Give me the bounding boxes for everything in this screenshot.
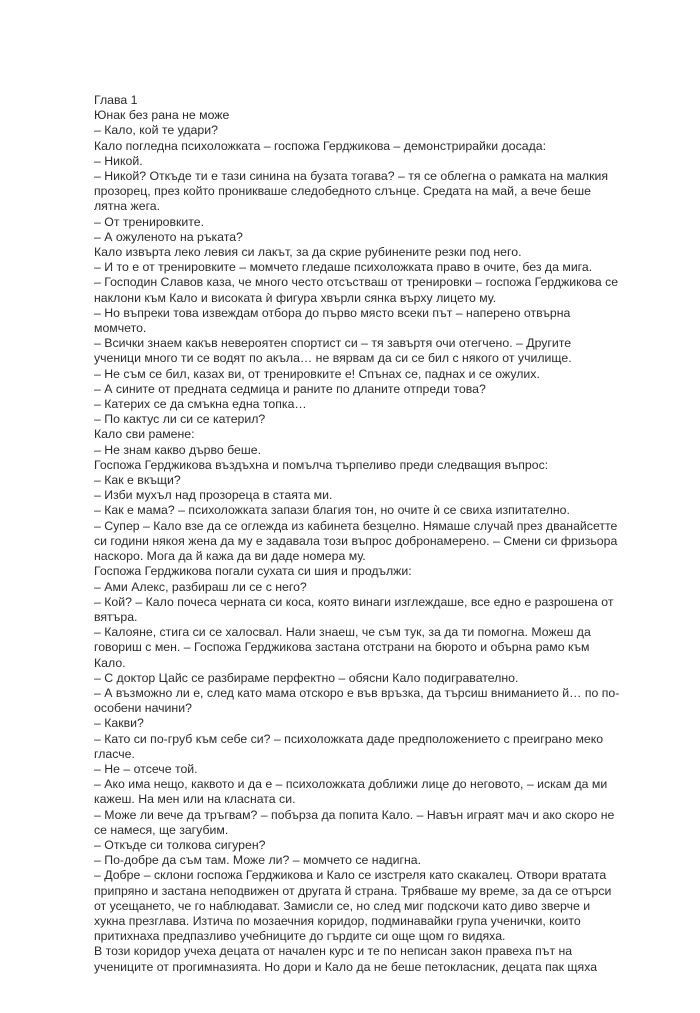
paragraph: – Може ли вече да тръгвам? – побърза да попита Кало. – Навън играят мач и ако скоро не се намеся, ще загубим. (94, 807, 615, 837)
paragraph: – Как е мама? – психоложката запази благия тон, но очите ѝ се свиха изпитателно. (94, 503, 570, 518)
paragraph: – Като си по-груб към себе си? – психоложката даде предположението с преиграно меко гласче. (94, 731, 604, 761)
paragraph: – Ами Алекс, разбираш ли се с него? (94, 579, 307, 594)
paragraph: – По-добре да съм там. Може ли? – момчето се надигна. (94, 853, 421, 868)
paragraph: – Откъде си толкова сигурен? (94, 837, 266, 852)
paragraph: Госпожа Герджикова погали сухата си шия и продължи: (94, 564, 412, 579)
paragraph: – Как е вкъщи? (94, 473, 181, 488)
paragraph: – Никой. (94, 153, 143, 168)
paragraph: – По кактус ли си се катерил? (94, 412, 266, 427)
chapter-title: Юнак без рана не може (94, 108, 230, 123)
paragraph: – Какви? (94, 716, 144, 731)
paragraph: – Господин Славов каза, че много често отсъстваш от тренировки – госпожа Герджикова се наклони към Кало и високата ѝ фигура хвърли сянка върху лицето му. (94, 275, 619, 305)
paragraph: – И то е от тренировките – момчето гледаше психоложката право в очите, без да мига. (94, 260, 593, 275)
paragraph: – Всички знаем какъв невероятен спортист си – тя завъртя очи отегчено. – Другите ученици много ти се водят по акъла… не вярвам да си се бил с някого от училище. (94, 336, 572, 366)
paragraph: – Калояне, стига си се халосвал. Нали знаеш, че съм тук, за да ти помогна. Можеш да говориш с мен. – Госпожа Герджикова застана отстрани на бюрото и обърна рамо към Кало. (94, 625, 591, 670)
paragraph: – Кой? – Кало почеса черната си коса, която винаги изглеждаше, все едно е разрошена от вятъра. (94, 594, 614, 624)
paragraph: Кало погледна психоложката – госпожа Герджикова – демонстрирайки досада: (94, 138, 547, 153)
paragraph: В този коридор учеха децата от начален курс и те по неписан закон правеха път на учениците от прогимназията. Но дори и Кало да не беше петокласник, децата пак щяха (94, 944, 598, 974)
paragraph: – А сините от предната седмица и раните по дланите отпреди това? (94, 381, 486, 396)
paragraph: – От тренировките. (94, 214, 205, 229)
paragraph: – Изби мухъл над прозореца в стаята ми. (94, 488, 333, 503)
paragraph: – Не съм се бил, казах ви, от тренировките е! Спънах се, паднах и се ожулих. (94, 366, 540, 381)
paragraph: – А ожуленото на ръката? (94, 229, 243, 244)
paragraph: – Добре – склони госпожа Герджикова и Кало се изстреля като скакалец. Отвори вратата припряно и застана неподвижен от другата й страна. Трябваше му време, за да се отърси от усещането, че го наблюдават. Замисли се, но след миг подскочи като диво зверче и хукна презглава. Изтича по мозаечния коридор, подминавайки група ученички, които притихнаха предпазливо учебниците до гърдите си още щом го видяха. (94, 868, 612, 944)
paragraph: – Ако има нещо, каквото и да е – психоложката доближи лице до неговото, – искам да ми кажеш. На мен или на класната си. (94, 777, 608, 807)
paragraph: – Катерих се да смъкна една топка… (94, 397, 307, 412)
chapter-heading: Глава 1 (94, 93, 138, 107)
document-body (94, 93, 620, 975)
paragraph: – Не – отсече той. (94, 761, 198, 776)
paragraph: Кало сви рамене: (94, 427, 195, 442)
paragraph: Кало извърта леко левия си лакът, за да скрие рубинените резки под него. (94, 245, 522, 260)
paragraph: – Но въпреки това извеждам отбора до първо място всеки път – наперено отвърна момчето. (94, 305, 571, 336)
paragraph: – С доктор Цайс се разбираме перфектно – обясни Кало подигравателно. (94, 670, 519, 685)
paragraph: – Кало, кой те удари? (94, 123, 218, 138)
paragraph: Госпожа Герджикова въздъхна и помълча търпеливо преди следващия въпрос: (94, 457, 549, 472)
paragraph: – А възможно ли е, след като мама отскоро е във връзка, да търсиш вниманието й… по по-особени начини? (94, 685, 620, 716)
paragraph: – Супер – Кало взе да се оглежда из кабинета безцелно. Нямаше случай през дванайсетте си години някоя жена да му е задавала този въпрос добронамерено. – Смени си фризьора наскоро. Мога да й кажа да ви даде номера му. (94, 518, 618, 564)
paragraph: – Никой? Откъде ти е тази синина на бузата тогава? – тя се облегна о рамката на малкия прозорец, през който проникваше следобедното слънце. Средата на май, а вече беше лятна жега. (94, 169, 609, 214)
paragraph: – Не знам какво дърво беше. (94, 442, 261, 457)
